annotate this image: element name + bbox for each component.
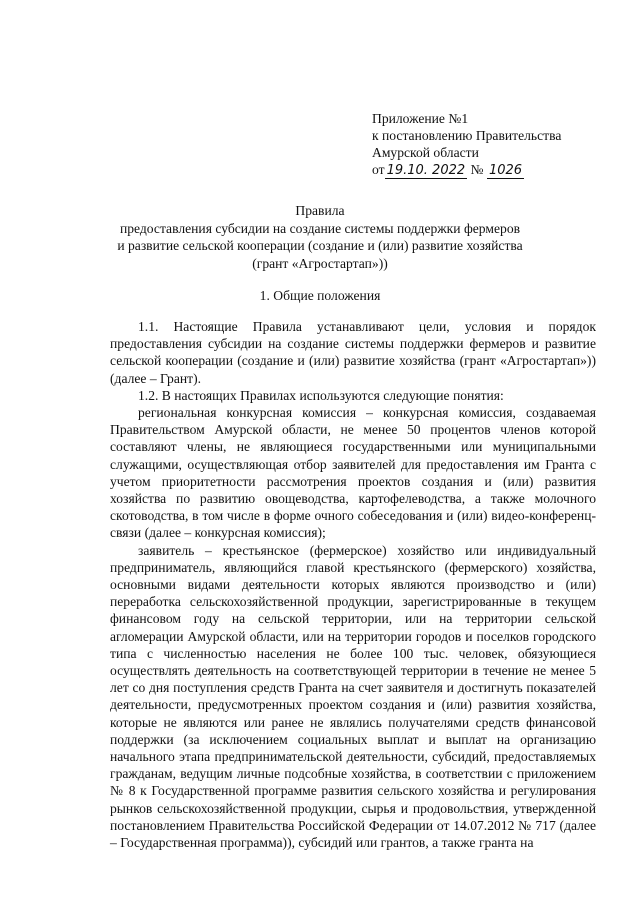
title-heading: Правила bbox=[295, 203, 345, 218]
appendix-ref: к постановлению Правительства bbox=[372, 128, 562, 143]
appendix-block bbox=[372, 110, 612, 179]
section-heading: 1. Общие положения bbox=[259, 288, 381, 303]
paragraph-definition-applicant: заявитель – крестьянское (фермерское) хозяйство или индивидуальный предприниматель, являющийся главой крестьянского (фермерского) хозяйства, основными видами деятельности которых являются производство и (или) переработка сельскохозяйственной продукции, зарегистрированные в текущем финансовом году на сельской территории, или на территории сельской агломерации Амурской области, или на территории городов и поселков городского типа с численностью населения не более 100 тыс. человек, обязующиеся осуществлять деятельность на соответствующей территории в течение не менее 5 лет со дня поступления средств Гранта на счет заявителя и достигнуть показателей деятельности, предусмотренных проектом создания и (или) развития хозяйства, которые не являются или ранее не являлись получателями средств финансовой поддержки (за исключением социальных выплат и выплат на организацию начального этапа предпринимательской деятельности, субсидий, предоставляемых гражданам, ведущим личные подсобные хозяйства, в соответствии с приложением № 8 к Государственной программе развития сельского хозяйства и регулирования рынков сельскохозяйственной продукции, сырья и продовольствия, утвержденной постановлением Правительства Российской Федерации от 14.07.2012 № 717 (далее – Государственная программа)), субсидий или грантов, а также гранта на bbox=[110, 542, 596, 851]
handwritten-date: 19.10. 2022 bbox=[386, 163, 466, 178]
paragraph-1-2: 1.2. В настоящих Правилах используются следующие понятия: bbox=[138, 387, 504, 403]
paragraph-definition-commission: региональная конкурсная комиссия – конкурсная комиссия, создаваемая Правительством Амурской области, не менее 50 процентов членов которой составляют члены, не являющиеся государственными или муниципальными служащими, осуществляющая отбор заявителей для предоставления им Гранта с учетом приоритетности рассмотрения проектов создания и (или) развития хозяйства по развитию овощеводства, картофелеводства, а также молочного скотоводства, в том числе в форме очного собеседования и (или) видео-конференц-связи (далее – конкурсная комиссия); bbox=[110, 405, 596, 541]
handwritten-number: 1026 bbox=[488, 163, 523, 178]
appendix-title: Приложение №1 bbox=[372, 111, 469, 126]
date-prefix: от bbox=[372, 162, 385, 177]
title-line-3: (грант «Агростартап»)) bbox=[252, 255, 388, 271]
title-line-1: предоставления субсидии на создание системы поддержки фермеров bbox=[119, 220, 521, 236]
number-prefix: № bbox=[470, 162, 484, 177]
paragraph-1-1: 1.1. Настоящие Правила устанавливают цели, условия и порядок предоставления субсидии на создание системы поддержки фермеров и развитие сельской кооперации (создание и (или) развитие хозяйства (грант «Агростартап»)) (далее – Грант). bbox=[110, 319, 596, 386]
appendix-region: Амурской области bbox=[372, 145, 479, 160]
title-line-2: и развитие сельской кооперации (создание и (или) развитие хозяйства bbox=[117, 238, 523, 253]
rules-title bbox=[100, 202, 540, 272]
body-paragraphs bbox=[110, 318, 596, 851]
appendix-date-row bbox=[372, 161, 612, 179]
